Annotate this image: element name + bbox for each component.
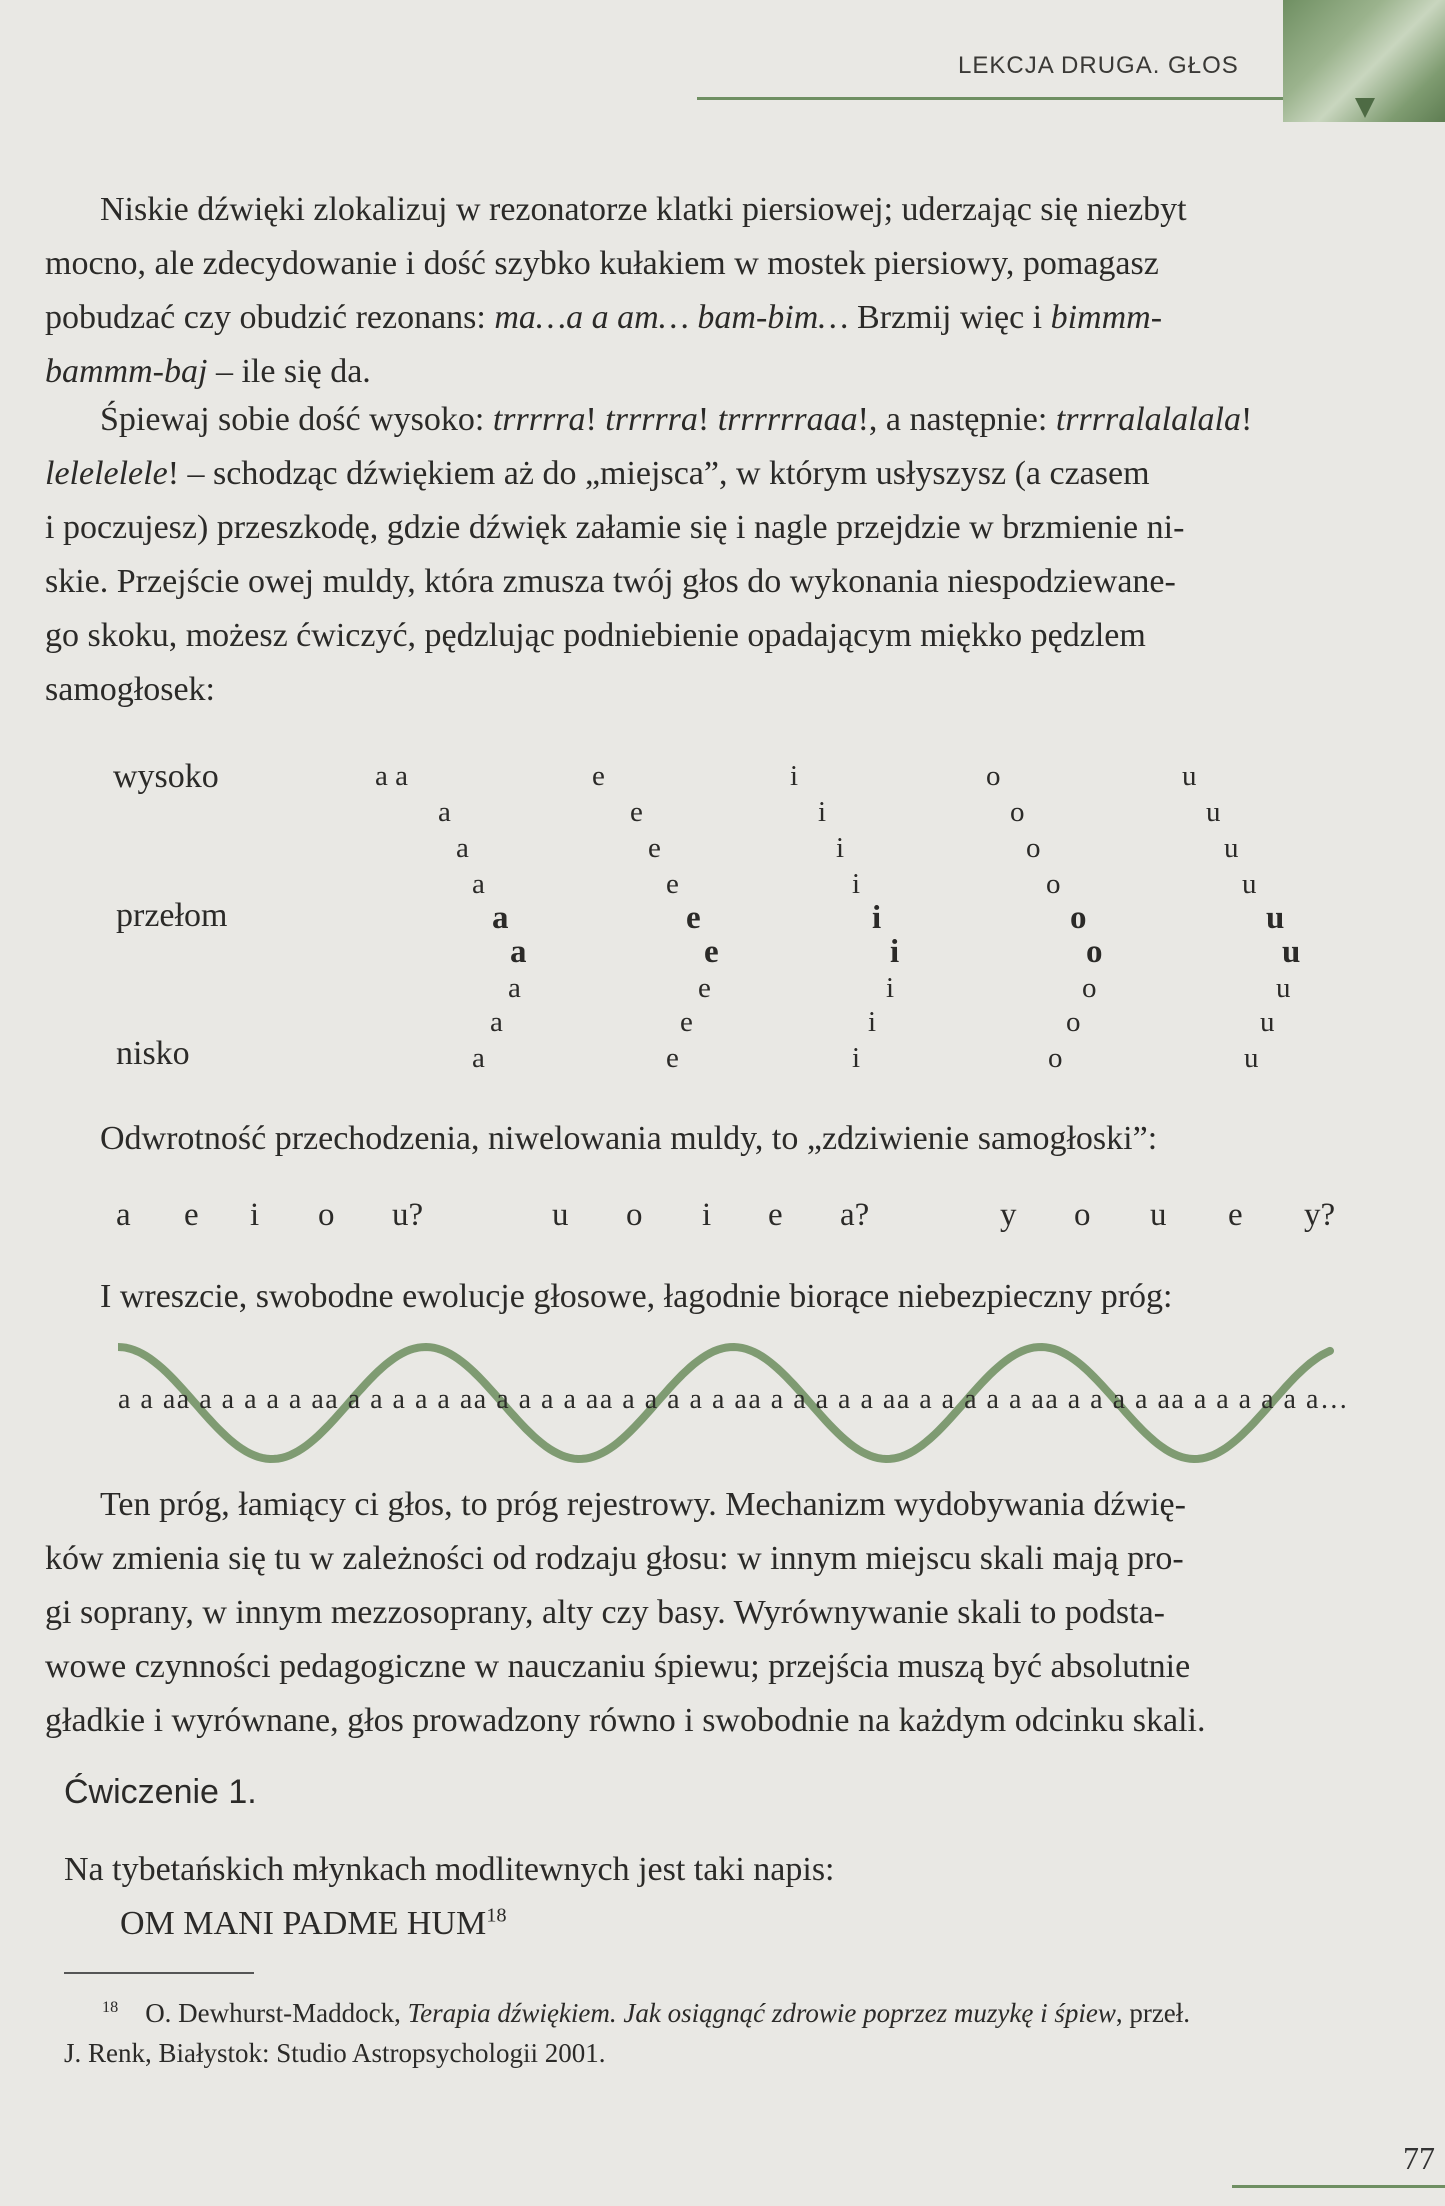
vowel-mark: i [818,796,827,828]
wave-vowel-text: a a aa a a a a a aa a a a a a aa a a a a aa a a a a a aa a a a a a aa a a a a a aa a a a a aa a a a a a a… [118,1384,1350,1415]
text-line: I wreszcie, swobodne ewolucje głosowe, łagodnie biorące niebezpieczny próg: [100,1278,1173,1315]
text-line: bammm-baj – ile się da. [45,353,371,390]
vowel-mark: u [1182,760,1197,792]
vowel-mark: u [1242,868,1257,900]
mantra-line: OM MANI PADME HUM$^{18}$ [120,1904,507,1942]
text-line: skie. Przejście owej muldy, która zmusza twój głos do wykonania niespodziewane- [45,563,1176,600]
vowel-mark: u [1282,934,1301,970]
inversion-vowel: e [1228,1197,1243,1233]
vowel-mark: e [698,972,711,1004]
vowel-mark: i [872,900,882,936]
vowel-mark: u [1276,972,1291,1004]
inversion-vowel: a? [840,1197,870,1233]
vowel-mark: i [836,832,845,864]
paragraph-tibetan [64,1843,1359,1951]
vowel-mark: i [852,1042,861,1074]
vowel-mark: o [1026,832,1041,864]
footnote [64,1993,1344,2073]
inversion-vowel: e [768,1197,783,1233]
text-line: Śpiewaj sobie dość wysoko: trrrrra! trrrrra! trrrrrraaa!, a następnie: trrrralalalala! [100,401,1253,438]
vowel-mark: a a [375,760,408,792]
inversion-vowel: o [626,1197,643,1233]
text-line: Odwrotność przechodzenia, niwelowania muldy, to „zdziwienie samogłoski”: [100,1120,1158,1157]
footnote-line: $^{18}$ O. Dewhurst-Maddock, Terapia dźwiękiem. Jak osiągnąć zdrowie poprzez muzykę i śpiew, przeł. [102,1998,1191,2028]
inversion-vowel: u? [392,1197,424,1233]
paragraph-inversion-intro [45,1112,1340,1166]
vowel-mark: o [1066,1006,1081,1038]
text-line: mocno, ale zdecydowanie i dość szybko kułakiem w mostek piersiowy, pomagasz [45,245,1159,282]
corner-photo [1283,0,1445,122]
paragraph-singing [45,393,1340,717]
inversion-vowel: i [702,1197,712,1233]
text-line: i poczujesz) przeszkodę, gdzie dźwięk załamie się i nagle przejdzie w brzmienie ni- [45,509,1185,546]
inversion-vowel: o [1074,1197,1091,1233]
vowel-mark: a [456,832,469,864]
label-high: wysoko [113,758,219,795]
vowel-mark: a [438,796,451,828]
vowel-mark: o [1070,900,1087,936]
vowel-mark: i [890,934,900,970]
vowel-mark: o [1082,972,1097,1004]
vowel-mark: a [492,900,509,936]
vowel-mark: u [1224,832,1239,864]
page-number: 77 [1403,2140,1435,2176]
vowel-mark: a [510,934,527,970]
text-line: gi soprany, w innym mezzosoprany, alty czy basy. Wyrównywanie skali to podsta- [45,1594,1166,1631]
inversion-vowel: y? [1304,1197,1336,1233]
text-line: gładkie i wyrównane, głos prowadzony równo i swobodnie na każdym odcinku skali. [45,1702,1206,1739]
inversion-vowel: y [1000,1197,1017,1233]
paragraph-resonance [45,183,1340,399]
text-line: Ten próg, łamiący ci głos, to próg rejestrowy. Mechanizm wydobywania dźwię- [100,1486,1186,1523]
inversion-vowel: e [184,1197,199,1233]
vowel-mark: i [886,972,895,1004]
vowel-mark: o [1046,868,1061,900]
text-line: Na tybetańskich młynkach modlitewnych jest taki napis: [64,1851,835,1888]
vowel-mark: o [1086,934,1103,970]
vowel-mark: e [648,832,661,864]
inversion-vowel: a [116,1197,131,1233]
vowel-mark: a [508,972,521,1004]
paragraph-register-break [45,1478,1340,1748]
vowel-mark: e [592,760,605,792]
vowel-mark: e [666,1042,679,1074]
vowel-mark: o [1048,1042,1063,1074]
footnote-ref: 18 [486,1904,507,1927]
text-line: ków zmienia się tu w zależności od rodzaju głosu: w innym miejscu skali mają pro- [45,1540,1184,1577]
vowel-mark: u [1244,1042,1259,1074]
text-line: lelelelele! – schodząc dźwiękiem aż do „miejsca”, w którym usłyszysz (a czasem [45,455,1150,492]
vowel-mark: u [1266,900,1285,936]
page-rule [1232,2185,1445,2188]
footnote-rule [64,1972,254,1974]
vowel-mark: o [986,760,1001,792]
vowel-mark: u [1206,796,1221,828]
vowel-mark: a [472,868,485,900]
text-line: samogłosek: [45,671,215,708]
vowel-mark: e [630,796,643,828]
inversion-vowel: u [1150,1197,1167,1233]
vowel-mark: i [852,868,861,900]
text-line: Niskie dźwięki zlokalizuj w rezonatorze klatki piersiowej; uderzając się niezbyt [100,191,1187,228]
text-line: wowe czynności pedagogiczne w nauczaniu śpiewu; przejścia muszą być absolutnie [45,1648,1191,1685]
photo-marker [1355,98,1375,118]
running-header: LEKCJA DRUGA. GŁOS [958,52,1239,79]
exercise-heading: Ćwiczenie 1. [64,1773,257,1811]
text-line: go skoku, możesz ćwiczyć, pędzlując podniebienie opadającym miękko pędzlem [45,617,1146,654]
vowel-mark: u [1260,1006,1275,1038]
header-rule [697,97,1283,100]
vowel-mark: i [868,1006,877,1038]
inversion-vowel: u [552,1197,569,1233]
inversion-vowel: i [250,1197,260,1233]
vowel-mark: e [686,900,701,936]
vowel-mark: a [472,1042,485,1074]
paragraph-evolution-intro [45,1270,1340,1324]
label-low: nisko [116,1035,190,1072]
footnote-line: J. Renk, Białystok: Studio Astropsychologii 2001. [64,2038,606,2068]
label-break: przełom [116,897,228,934]
vowel-mark: a [490,1006,503,1038]
vowel-mark: o [1010,796,1025,828]
vowel-mark: e [680,1006,693,1038]
vowel-mark: e [666,868,679,900]
vowel-mark: i [790,760,799,792]
text-line: pobudzać czy obudzić rezonans: ma…a a am… bam-bim… Brzmij więc i bimmm- [45,299,1163,336]
inversion-vowel: o [318,1197,335,1233]
vowel-mark: e [704,934,719,970]
